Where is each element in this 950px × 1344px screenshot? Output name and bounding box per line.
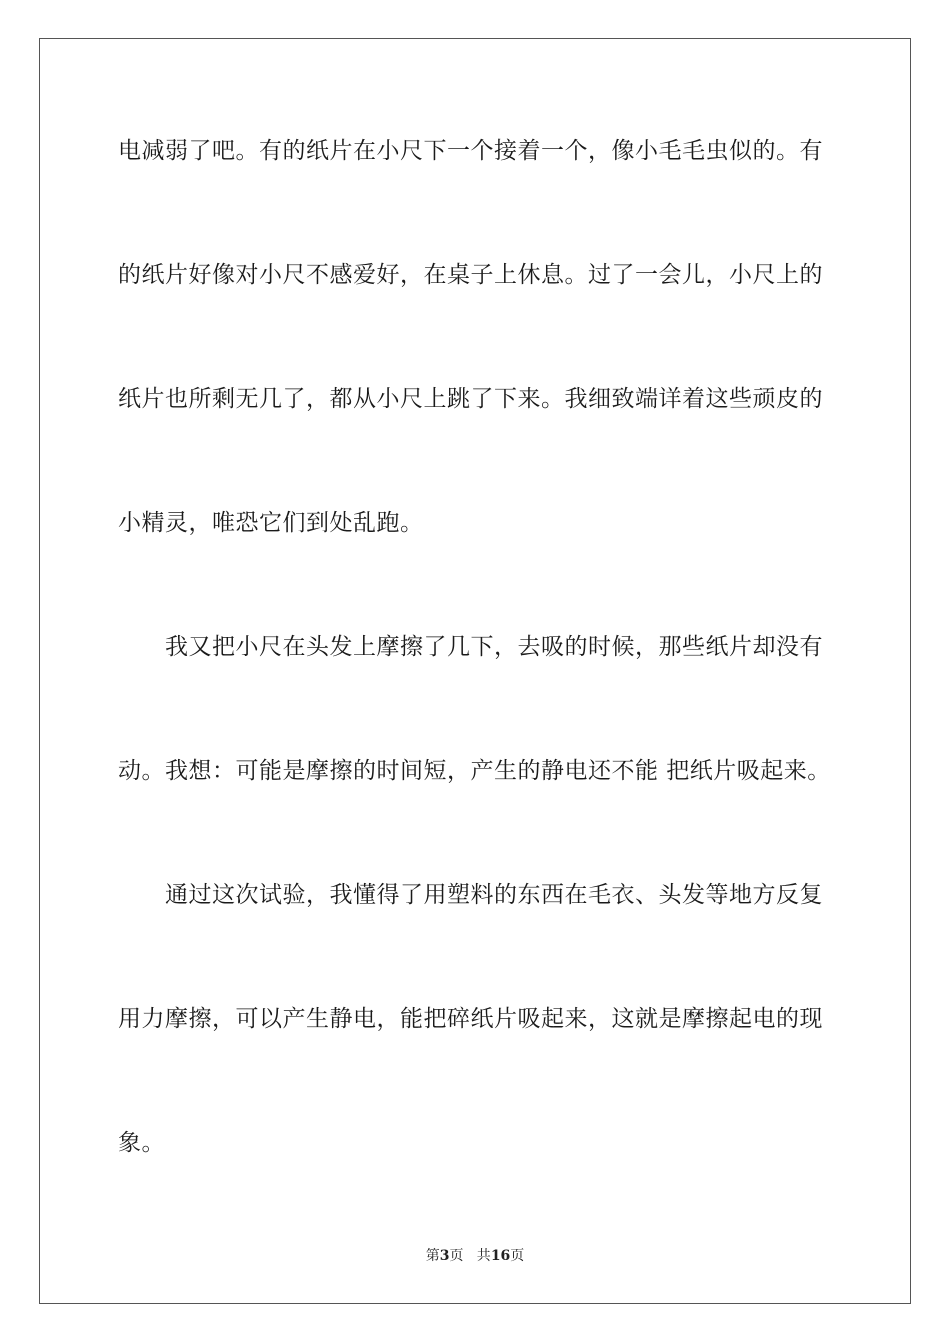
- paragraph-start-line: 我又把小尺在头发上摩擦了几下，去吸的时候，那些纸片却没有: [165, 634, 823, 660]
- text-line: 动。我想：可能是摩擦的时间短，产生的静电还不能 把纸片吸起来。: [118, 758, 831, 784]
- footer-middle: 页 共: [449, 1248, 491, 1264]
- text-line: 的纸片好像对小尺不感爱好，在桌子上休息。过了一会儿，小尺上的: [118, 262, 823, 288]
- text-line: 小精灵，唯恐它们到处乱跑。: [118, 510, 424, 536]
- total-pages-number: 16: [490, 1248, 511, 1264]
- text-line: 纸片也所剩无几了，都从小尺上跳了下来。我细致端详着这些顽皮的: [118, 386, 823, 412]
- text-line: 象。: [118, 1130, 165, 1156]
- text-line: 电减弱了吧。有的纸片在小尺下一个接着一个，像小毛毛虫似的。有: [118, 138, 823, 164]
- page-border: [39, 38, 911, 1304]
- current-page-number: 3: [439, 1248, 450, 1264]
- text-line: 用力摩擦，可以产生静电，能把碎纸片吸起来，这就是摩擦起电的现: [118, 1006, 823, 1032]
- paragraph-start-line: 通过这次试验，我懂得了用塑料的东西在毛衣、头发等地方反复: [165, 882, 823, 908]
- footer-suffix: 页: [510, 1248, 525, 1264]
- page-footer: [0, 1247, 950, 1265]
- footer-prefix: 第: [425, 1248, 440, 1264]
